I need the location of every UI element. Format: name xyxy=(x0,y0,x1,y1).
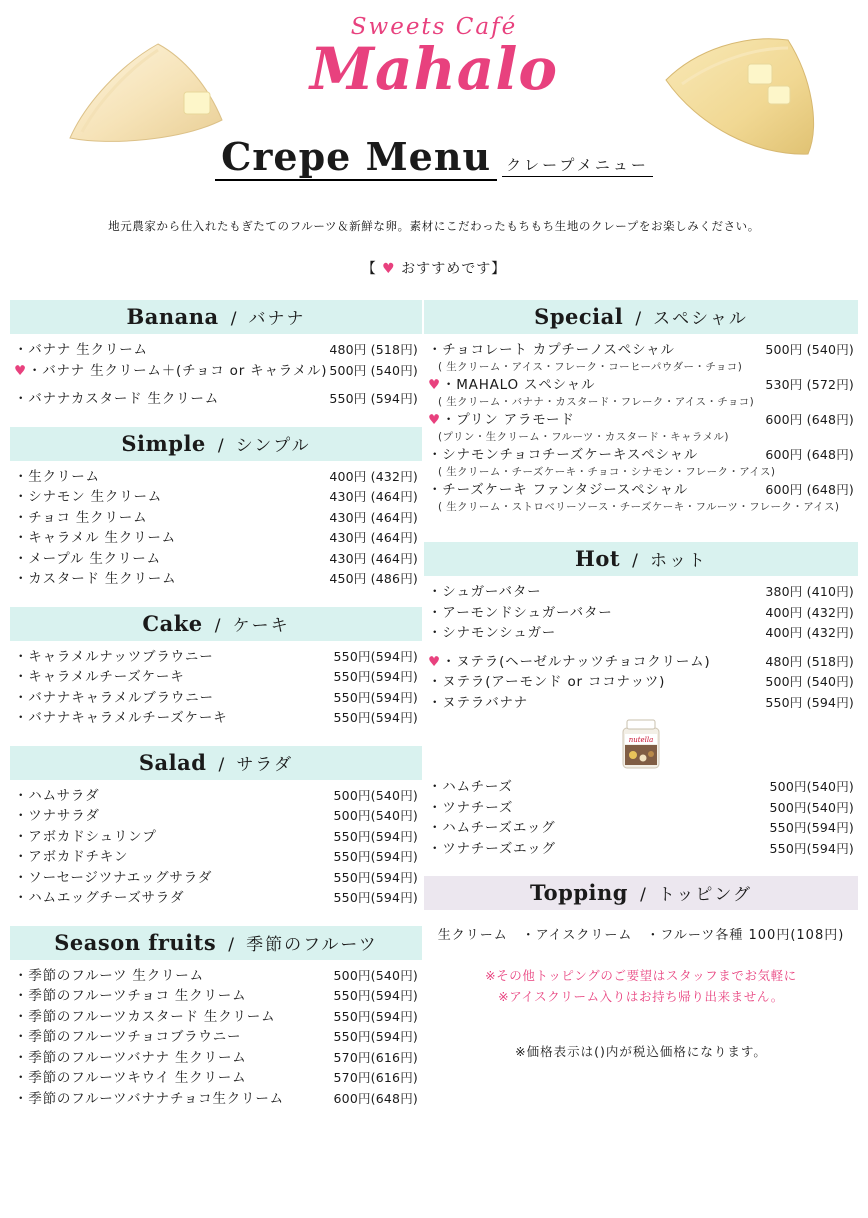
item-name: ・バナナ 生クリーム xyxy=(14,342,148,358)
item-name: ・プリン アラモード xyxy=(441,412,575,429)
item-price: 500円(540円) xyxy=(769,779,854,795)
menu-item xyxy=(428,411,854,432)
menu-column-left xyxy=(10,300,422,1110)
item-price: 430円 (464円) xyxy=(329,489,418,504)
section-title-en: Topping xyxy=(529,880,628,906)
recommend-bracket-open: 【 xyxy=(361,261,377,277)
item-name: ・シュガーバター xyxy=(428,584,542,601)
item-description: ( 生クリーム・アイス・フレーク・コーヒーパウダー・チョコ) xyxy=(438,360,743,373)
section-items-banana xyxy=(10,338,422,411)
brand-sweets-cafe: Sweets Café xyxy=(350,14,518,40)
page-title-jp: クレープメニュー xyxy=(502,154,653,177)
item-price: 430円 (464円) xyxy=(329,550,418,566)
item-price: 550円(594円) xyxy=(333,1008,418,1024)
menu-item xyxy=(14,509,418,530)
menu-item xyxy=(14,889,418,910)
menu-item xyxy=(428,799,854,820)
menu-item xyxy=(14,362,418,383)
item-name: ・季節のフルーツバナナチョコ生クリーム xyxy=(14,1090,284,1107)
item-description: ( 生クリーム・チーズケーキ・チョコ・シナモン・フレーク・アイス) xyxy=(438,465,776,478)
item-name: ・チーズケーキ ファンタジースペシャル xyxy=(428,482,689,499)
section-header-banana xyxy=(10,300,422,334)
item-name: ・季節のフルーツ 生クリーム xyxy=(14,967,204,984)
section-header-salad xyxy=(10,746,422,780)
section-header-season-fruits xyxy=(10,926,422,960)
item-price: 380円 (410円) xyxy=(765,584,854,600)
item-price: 400円 (432円) xyxy=(765,625,854,641)
section-items-hot xyxy=(424,580,858,860)
section-items-cake xyxy=(10,645,422,730)
section-separator: / xyxy=(632,551,638,572)
section-title-en: Special xyxy=(534,304,624,329)
menu-item xyxy=(14,967,418,988)
section-title-en: Simple xyxy=(121,430,206,456)
section-header-hot xyxy=(424,542,858,576)
item-price: 600円 (648円) xyxy=(765,447,854,463)
item-price: 550円(594円) xyxy=(333,828,418,844)
page-title-en: Crepe Menu xyxy=(215,136,497,181)
section-header-special xyxy=(424,300,858,334)
menu-column-right xyxy=(424,300,858,1060)
menu-item xyxy=(14,689,418,710)
section-items-salad xyxy=(10,784,422,910)
item-name: ・シナモンチョコチーズケーキスペシャル xyxy=(428,447,699,464)
menu-item xyxy=(428,604,854,625)
section-title-jp: 季節のフルーツ xyxy=(246,934,378,955)
item-price: 500円(540円) xyxy=(333,787,418,803)
section-separator: / xyxy=(218,754,225,775)
item-price: 500円(540円) xyxy=(769,799,854,815)
menu-item xyxy=(14,668,418,689)
item-price: 550円 (594円) xyxy=(765,694,854,710)
menu-item xyxy=(14,648,418,669)
item-name: ・バナナキャラメルブラウニー xyxy=(14,689,214,706)
item-name: ・季節のフルーツチョコ 生クリーム xyxy=(14,988,247,1004)
svg-text:nutella: nutella xyxy=(628,736,654,745)
section-title-en: Banana xyxy=(126,304,219,329)
item-name: ・ヌテラバナナ xyxy=(428,694,529,711)
section-items-special xyxy=(424,338,858,516)
item-name: ・ヌテラ(ヘーゼルナッツチョコクリーム) xyxy=(441,653,711,670)
menu-item xyxy=(14,570,418,591)
item-name: ・季節のフルーツカスタード 生クリーム xyxy=(14,1008,276,1025)
item-name: ・バナナキャラメルチーズケーキ xyxy=(14,710,228,726)
topping-notice xyxy=(424,965,858,1008)
menu-item xyxy=(14,869,418,890)
section-title-jp: シンプル xyxy=(235,435,311,456)
menu-item xyxy=(14,1090,418,1111)
menu-item xyxy=(14,1049,418,1070)
section-header-cake xyxy=(10,607,422,641)
item-price: 550円(594円) xyxy=(333,988,418,1003)
menu-item xyxy=(14,468,418,489)
item-price: 480円 (518円) xyxy=(765,653,854,669)
item-price: 570円(616円) xyxy=(333,1049,418,1065)
topping-notice-line-1: ※その他トッピングのご要望はスタッフまでお気軽に xyxy=(485,968,797,984)
item-price: 400円 (432円) xyxy=(329,468,418,484)
menu-item xyxy=(14,1008,418,1029)
heart-icon: ♥ xyxy=(382,261,396,277)
menu-item xyxy=(14,709,418,730)
section-title-jp: トッピング xyxy=(657,885,753,906)
menu-item xyxy=(428,583,854,604)
item-name: ・季節のフルーツバナナ 生クリーム xyxy=(14,1049,247,1066)
menu-item xyxy=(428,481,854,502)
section-separator: / xyxy=(640,885,646,906)
item-name: ・ヌテラ(アーモンド or ココナッツ) xyxy=(428,674,666,691)
item-price: 550円(594円) xyxy=(769,820,854,836)
item-name: ・チョコ 生クリーム xyxy=(14,509,148,526)
lead-text: 地元農家から仕入れたもぎたてのフルーツ＆新鮮な卵。素材にこだわったもちもち生地のクレープをお楽しみください。 xyxy=(108,219,760,233)
item-name: ・ツナチーズエッグ xyxy=(428,840,556,857)
item-name: ・カスタード 生クリーム xyxy=(14,571,177,587)
item-name: ・メープル 生クリーム xyxy=(14,550,161,567)
menu-item xyxy=(14,341,418,362)
menu-item xyxy=(14,828,418,849)
item-price: 430円 (464円) xyxy=(329,509,418,525)
item-name: ・キャラメルチーズケーキ xyxy=(14,669,185,685)
menu-item xyxy=(428,694,854,715)
topping-notice-line-2: ※アイスクリーム入りはお持ち帰り出来ません。 xyxy=(498,989,784,1005)
section-separator: / xyxy=(230,309,237,329)
tax-note: ※価格表示は()内が税込価格になります。 xyxy=(515,1043,767,1059)
item-price: 400円 (432円) xyxy=(765,604,854,620)
item-price: 550円(594円) xyxy=(333,890,418,905)
item-name: ・アボカドチキン xyxy=(14,849,129,865)
menu-item xyxy=(14,987,418,1008)
item-name: ・シナモンシュガー xyxy=(428,625,557,642)
section-header-topping xyxy=(424,876,858,910)
menu-item xyxy=(14,848,418,869)
item-name: ・アボカドシュリンプ xyxy=(14,828,157,845)
menu-item xyxy=(428,778,854,799)
item-price: 480円 (518円) xyxy=(329,342,418,357)
item-name: ・ツナチーズ xyxy=(428,799,514,816)
menu-item xyxy=(428,673,854,694)
item-name: ・シナモン 生クリーム xyxy=(14,489,163,505)
item-name: ・バナナ 生クリーム＋(チョコ or キャラメル) xyxy=(27,362,328,379)
item-name: ・チョコレート カプチーノスペシャル xyxy=(428,342,675,358)
item-price: 550円(594円) xyxy=(333,1029,418,1044)
item-name: ・ソーセージツナエッグサラダ xyxy=(14,869,213,886)
item-price: 450円 (486円) xyxy=(329,571,418,586)
item-price: 550円 (594円) xyxy=(329,391,418,406)
section-title-jp: ケーキ xyxy=(232,615,290,636)
item-name: ・季節のフルーツキウイ 生クリーム xyxy=(14,1070,247,1086)
item-name: ・キャラメル 生クリーム xyxy=(14,530,176,546)
brand-mahalo: Mahalo xyxy=(309,35,559,103)
menu-item xyxy=(14,488,418,509)
menu-header xyxy=(0,0,868,300)
item-name: ・MAHALO スペシャル xyxy=(441,377,596,394)
item-price: 530円 (572円) xyxy=(765,377,854,393)
item-price: 550円(594円) xyxy=(769,840,854,856)
item-price: 500円(540円) xyxy=(333,967,418,983)
item-description: ( 生クリーム・ストロベリーソース・チーズケーキ・フルーツ・フレーク・アイス) xyxy=(438,500,840,513)
menu-item xyxy=(428,819,854,840)
recommend-text: おすすめです】 xyxy=(401,261,507,277)
recommend-note xyxy=(0,258,868,278)
item-price: 550円(594円) xyxy=(333,849,418,864)
item-price: 600円(648円) xyxy=(333,1090,418,1106)
section-title-jp: サラダ xyxy=(236,754,294,775)
menu-item xyxy=(14,807,418,828)
brand-logo xyxy=(0,14,868,103)
item-name: ・ハムチーズ xyxy=(428,779,513,796)
menu-item xyxy=(14,550,418,571)
menu-item xyxy=(428,840,854,861)
menu-item xyxy=(14,1028,418,1049)
menu-item xyxy=(428,341,854,362)
item-name: ・ハムサラダ xyxy=(14,787,100,804)
menu-item xyxy=(14,1069,418,1090)
section-separator: / xyxy=(214,615,221,636)
nutella-jar-photo xyxy=(428,716,854,778)
item-name: ・アーモンドシュガーバター xyxy=(428,604,613,621)
menu-item xyxy=(14,529,418,550)
menu-item xyxy=(14,787,418,808)
item-name: ・ハムエッグチーズサラダ xyxy=(14,890,185,906)
menu-item xyxy=(428,653,854,674)
item-name: ・生クリーム xyxy=(14,468,100,485)
item-name: ・キャラメルナッツブラウニー xyxy=(14,648,214,665)
item-price: 500円 (540円) xyxy=(765,342,854,357)
section-title-en: Hot xyxy=(575,546,621,572)
section-title-en: Salad xyxy=(138,749,207,775)
item-name: ・季節のフルーツチョコブラウニー xyxy=(14,1029,242,1045)
item-price: 600円 (648円) xyxy=(765,412,854,428)
item-price: 550円(594円) xyxy=(333,710,418,725)
section-title-jp: ホット xyxy=(649,551,707,572)
item-price: 570円(616円) xyxy=(333,1070,418,1085)
item-name: ・バナナカスタード 生クリーム xyxy=(14,391,220,407)
section-separator: / xyxy=(228,934,234,955)
item-price: 550円(594円) xyxy=(333,669,418,684)
item-price: 430円 (464円) xyxy=(329,530,418,545)
heart-icon: ♥ xyxy=(428,377,441,394)
item-price: 550円(594円) xyxy=(333,689,418,705)
section-title-en: Season fruits xyxy=(54,929,217,955)
item-description: (プリン・生クリーム・フルーツ・カスタード・キャラメル) xyxy=(438,430,729,443)
section-separator: / xyxy=(217,435,224,456)
item-price: 600円 (648円) xyxy=(765,482,854,498)
section-header-simple xyxy=(10,427,422,461)
section-items-simple xyxy=(10,465,422,591)
topping-items-line: 生クリーム ・アイスクリーム ・フルーツ各種 100円(108円) xyxy=(437,928,845,944)
menu-item xyxy=(428,446,854,467)
item-price: 550円(594円) xyxy=(333,869,418,885)
section-title-jp: バナナ xyxy=(248,309,306,329)
item-price: 500円(540円) xyxy=(333,808,418,823)
heart-icon: ♥ xyxy=(14,362,27,379)
item-name: ・ツナサラダ xyxy=(14,808,100,824)
section-items-season-fruits xyxy=(10,964,422,1111)
item-description: ( 生クリーム・バナナ・カスタード・フレーク・アイス・チョコ) xyxy=(438,395,755,408)
section-separator: / xyxy=(635,309,642,329)
page-title xyxy=(0,136,868,181)
heart-icon: ♥ xyxy=(428,412,441,429)
item-name: ・ハムチーズエッグ xyxy=(428,820,556,837)
item-price: 500円 (540円) xyxy=(329,362,418,378)
section-title-jp: スペシャル xyxy=(653,309,748,329)
item-price: 550円(594円) xyxy=(333,648,418,664)
menu-item xyxy=(428,376,854,397)
menu-item xyxy=(14,390,418,411)
menu-item xyxy=(428,624,854,645)
heart-icon: ♥ xyxy=(428,653,441,670)
item-price: 500円 (540円) xyxy=(765,674,854,690)
section-title-en: Cake xyxy=(142,610,203,636)
